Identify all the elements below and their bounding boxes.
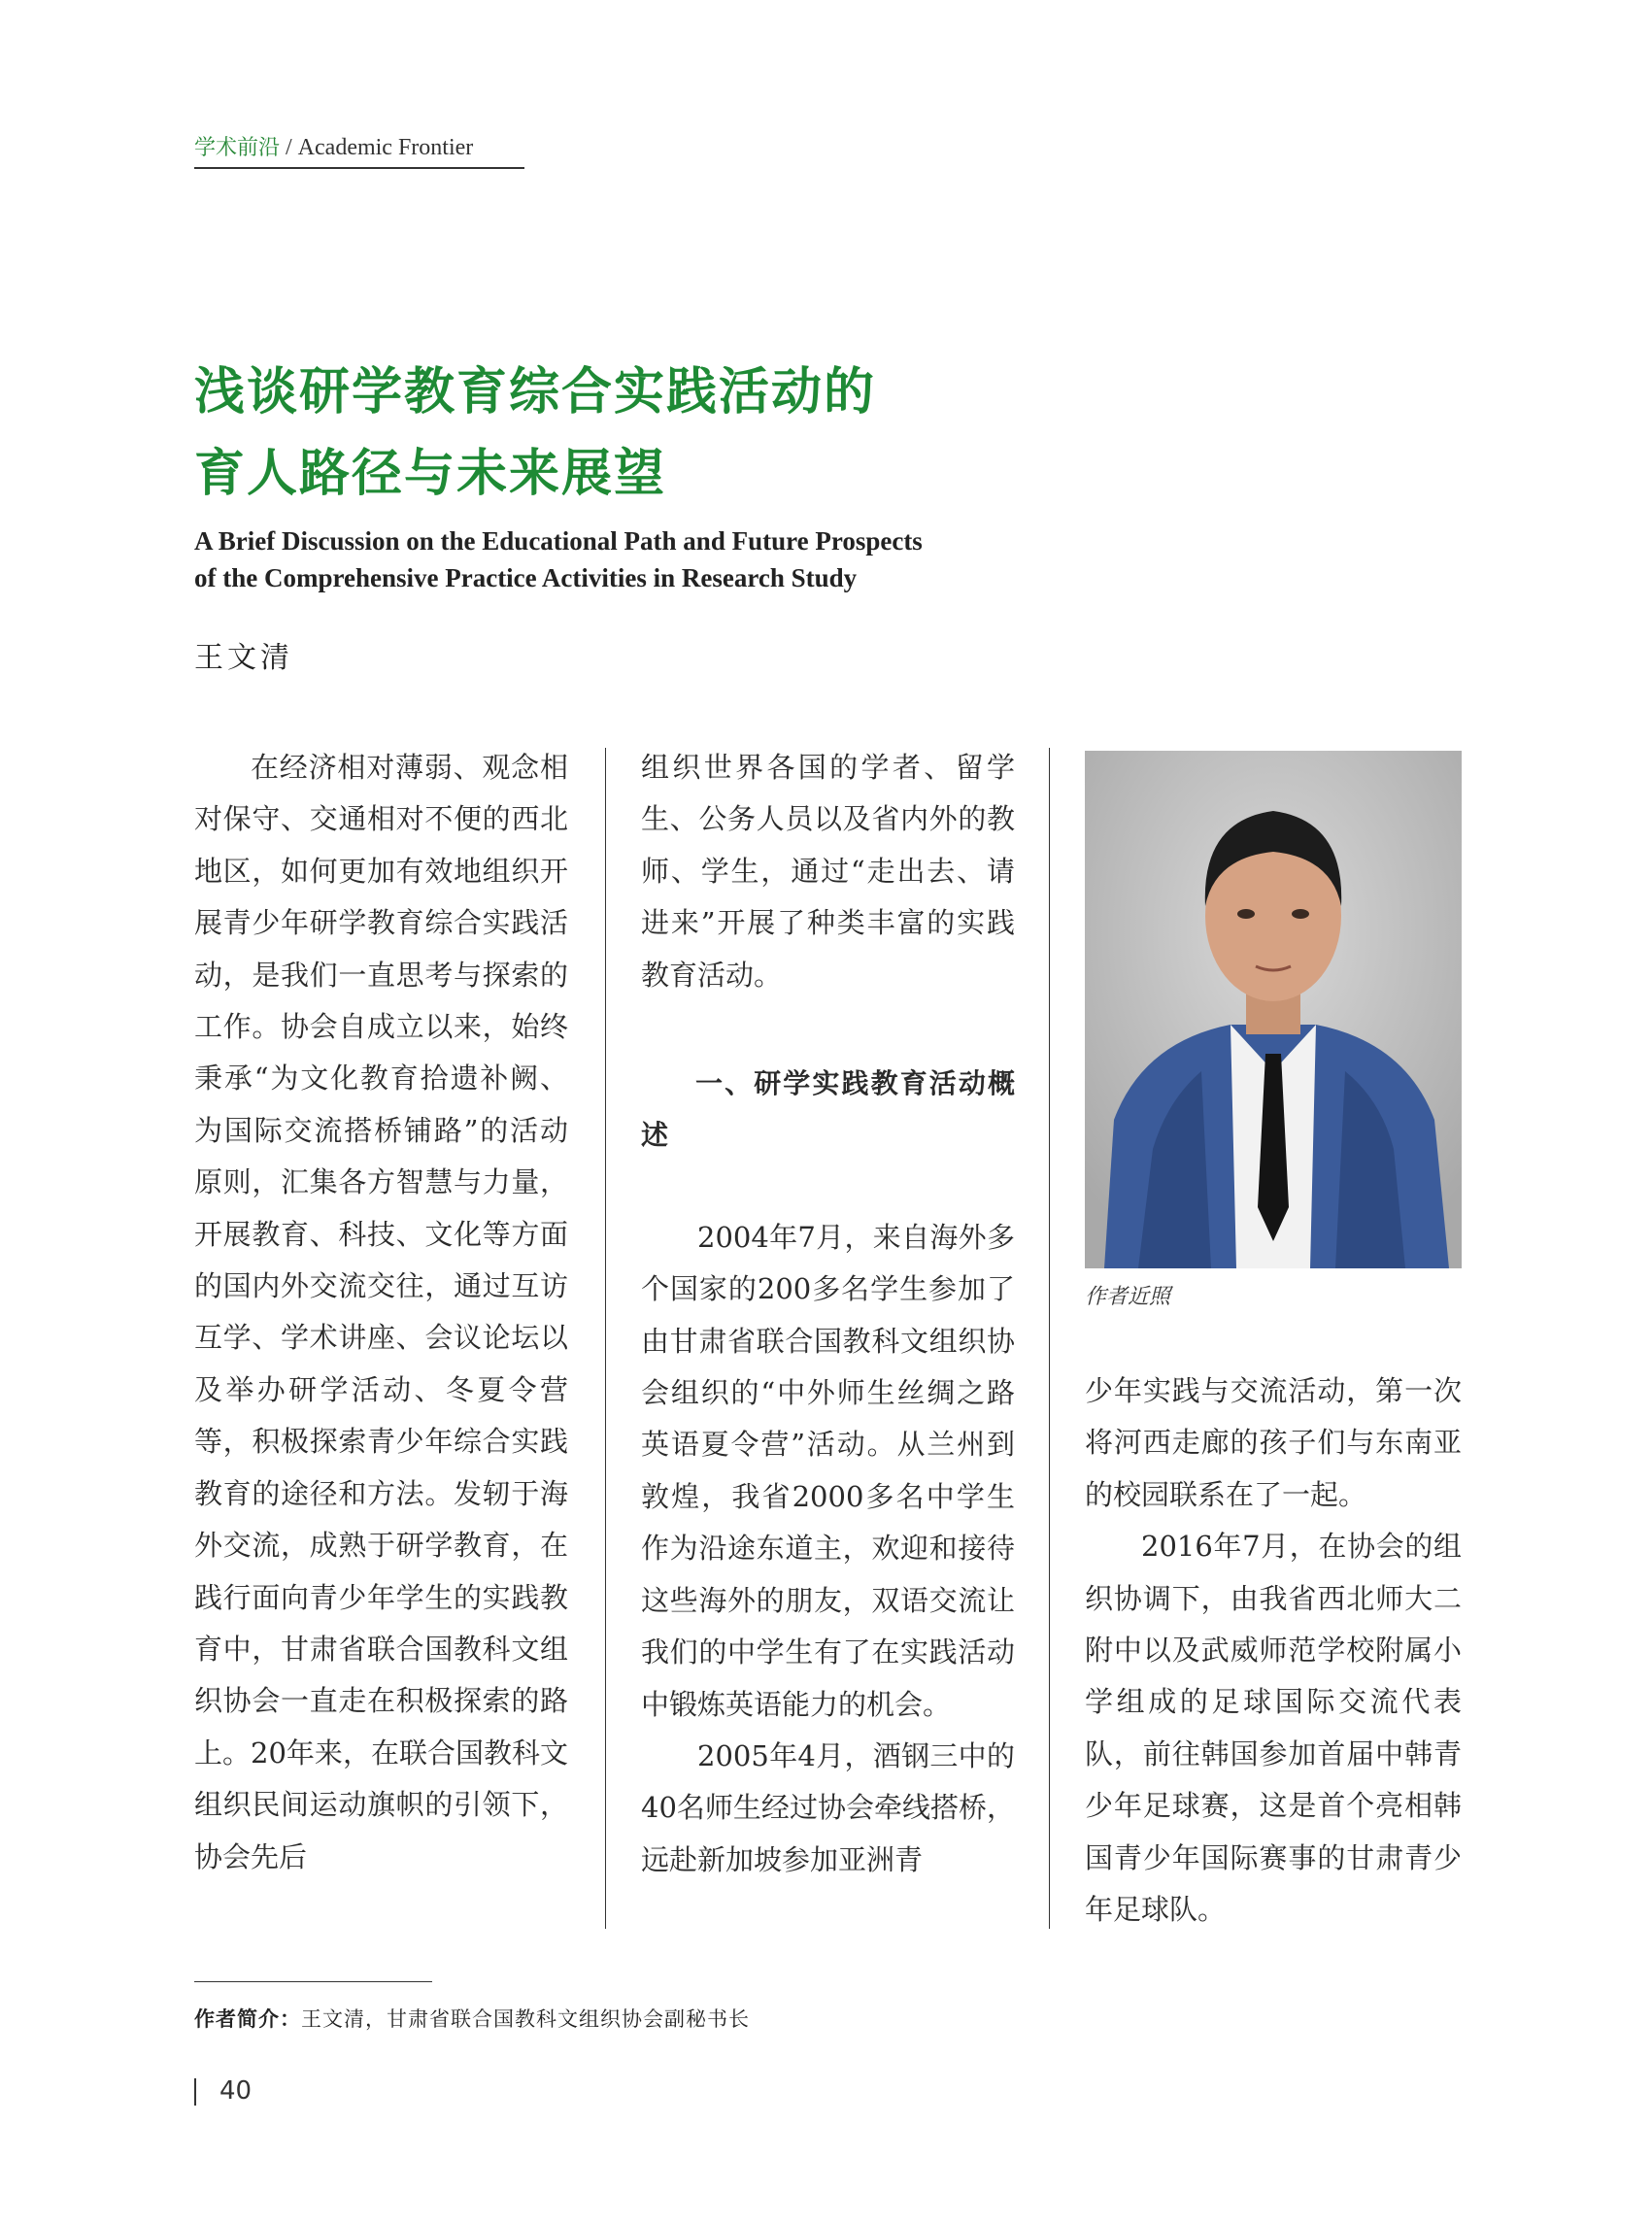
author-photo: [1085, 751, 1462, 1268]
section-name-cn: 学术前沿: [194, 136, 281, 160]
title-en-line-1: A Brief Discussion on the Educational Path and Future Prospects: [194, 526, 923, 556]
footnote-label: 作者简介：: [194, 2007, 301, 2031]
page-number-bar: [194, 2078, 196, 2106]
body-paragraph: 在经济相对薄弱、观念相对保守、交通相对不便的西北地区，如何更加有效地组织开展青少年研学教育综合实践活动，是我们一直思考与探索的工作。协会自成立以来，始终秉承“为文化教育拾遗补阙、为国际交流搭桥铺路”的活动原则，汇集各方智慧与力量，开展教育、科技、文化等方面的国内外交流交往，通过互访互学、学术讲座、会议论坛以及举办研学活动、冬夏令营等，积极探索青少年综合实践教育的途径和方法。发轫于海外交流，成熟于研学教育，在践行面向青少年学生的实践教育中，甘肃省联合国教科文组织协会一直走在积极探索的路上。20年来，在联合国教科文组织民间运动旗帜的引领下，协会先后: [194, 751, 568, 1873]
body-paragraph: 2016年7月，在协会的组织协调下，由我省西北师大二附中以及武威师范学校附属小学组成的足球国际交流代表队，前往韩国参加首届中韩青少年足球赛，这是首个亮相韩国青少年国际赛事的甘肃青少年足球队。: [1085, 1530, 1462, 1927]
body-paragraph: 组织世界各国的学者、留学生、公务人员以及省内外的教师、学生，通过“走出去、请进来”开展了种类丰富的实践教育活动。: [641, 751, 1015, 992]
title-cn-line-1: 浅谈研学教育综合实践活动的: [194, 363, 877, 421]
title-cn-line-2: 育人路径与未来展望: [194, 445, 667, 503]
author-bio-footnote: [194, 2004, 750, 2033]
section-heading: 一、研学实践教育活动概述: [641, 1067, 1015, 1152]
section-header: [194, 128, 524, 169]
body-paragraph: 少年实践与交流活动，第一次将河西走廊的孩子们与东南亚的校园联系在了一起。: [1085, 1374, 1462, 1511]
body-column-1: [194, 742, 568, 1883]
footnote-divider: [194, 1981, 432, 1982]
footnote-text: 王文清，甘肃省联合国教科文组织协会副秘书长: [301, 2007, 750, 2031]
body-column-3: [1085, 1365, 1462, 1936]
author-name: 王文清: [194, 641, 293, 675]
body-paragraph: 2004年7月，来自海外多个国家的200多名学生参加了由甘肃省联合国教科文组织协会组织的“中外师生丝绸之路英语夏令营”活动。从兰州到敦煌，我省2000多名中学生作为沿途东道主，欢迎和接待这些海外的朋友，双语交流让我们的中学生有了在实践活动中锻炼英语能力的机会。: [641, 1220, 1015, 1721]
article-title-en: [194, 523, 923, 596]
body-column-2: [641, 742, 1015, 1886]
body-paragraph: 2005年4月，酒钢三中的40名师生经过协会牵线搭桥，远赴新加坡参加亚洲青: [641, 1738, 1015, 1876]
author-portrait-image: [1085, 751, 1462, 1268]
column-divider: [1049, 748, 1050, 1929]
page-number: 40: [219, 2076, 253, 2106]
title-en-line-2: of the Comprehensive Practice Activities in Research Study: [194, 563, 858, 592]
article-title-cn: [194, 352, 876, 515]
photo-caption: 作者近照: [1085, 1285, 1171, 1309]
column-divider: [605, 748, 606, 1929]
section-name-en: / Academic Frontier: [280, 135, 474, 160]
